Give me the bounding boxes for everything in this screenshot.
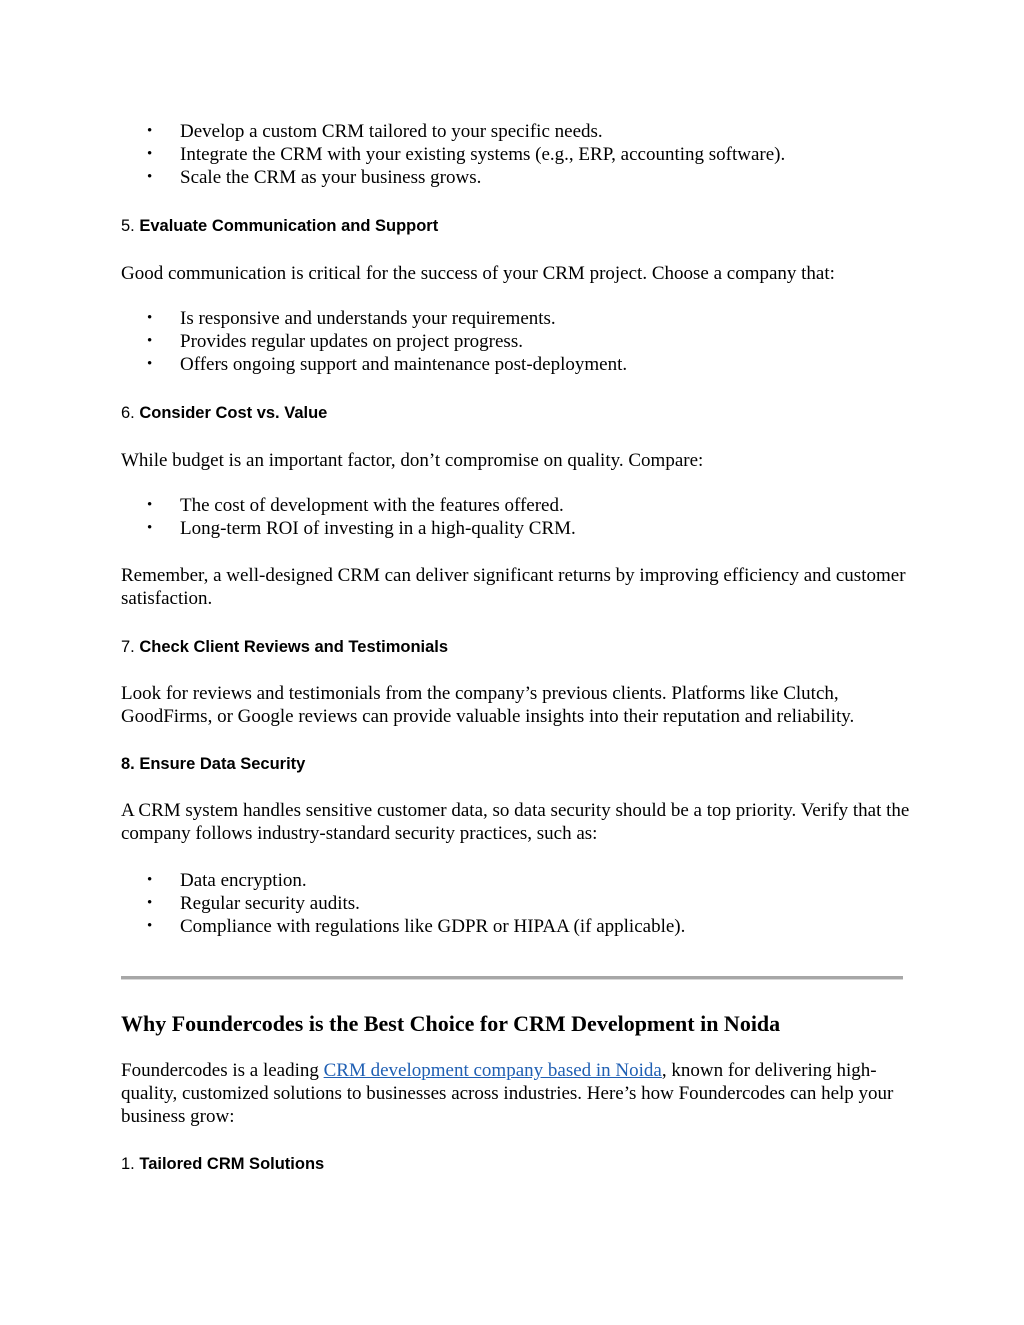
section-title: Why Foundercodes is the Best Choice for CRM Development in Noida [121, 1011, 781, 1036]
heading-tailored-solutions: 1. Tailored CRM Solutions [121, 1155, 325, 1173]
bullet-icon: • [147, 146, 153, 162]
bullet-icon: • [147, 310, 153, 326]
bullet-list-communication [121, 307, 911, 376]
heading-client-reviews: 7. Check Client Reviews and Testimonials [121, 638, 449, 656]
bullet-list-customization [121, 120, 911, 189]
bullet-icon: • [147, 333, 153, 349]
paragraph-security: A CRM system handles sensitive customer data, so data security should be a top priority. Verify that the company follows industry-standard security practices, such as: [121, 800, 910, 844]
bullet-icon: • [147, 169, 153, 185]
bullet-icon: • [147, 356, 153, 372]
list-item: • Integrate the CRM with your existing systems (e.g., ERP, accounting software). [147, 144, 786, 165]
bullet-icon: • [147, 123, 153, 139]
crm-company-link[interactable]: CRM development company based in Noida [323, 1060, 662, 1081]
list-item: • Long-term ROI of investing in a high-quality CRM. [147, 518, 576, 539]
bullet-icon: • [147, 895, 153, 911]
paragraph-remember: Remember, a well-designed CRM can deliver significant returns by improving efficiency and customer satisfaction. [121, 565, 906, 609]
bullet-icon: • [147, 520, 153, 536]
list-item: • Regular security audits. [147, 893, 360, 914]
paragraph-reviews: Look for reviews and testimonials from the company’s previous clients. Platforms like Clutch, GoodFirms, or Google reviews can provide valuable insights into their reputation and reliability. [121, 683, 855, 727]
horizontal-divider [121, 976, 903, 980]
heading-data-security: 8. Ensure Data Security [121, 755, 306, 773]
bullet-icon: • [147, 497, 153, 513]
bullet-icon: • [147, 872, 153, 888]
heading-cost-value: 6. Consider Cost vs. Value [121, 404, 328, 422]
bullet-list-security [121, 869, 911, 938]
paragraph-intro: Foundercodes is a leading CRM development company based in Noida, known for delivering high-quality, customized solutions to businesses across industries. Here’s how Foundercodes can help your business grow: [121, 1060, 894, 1127]
list-item: • Offers ongoing support and maintenance post-deployment. [147, 354, 628, 375]
bullet-icon: • [147, 918, 153, 934]
list-item: • Data encryption. [147, 870, 307, 891]
list-item: • Is responsive and understands your requirements. [147, 308, 556, 329]
list-item: • Develop a custom CRM tailored to your specific needs. [147, 121, 603, 142]
list-item: • Compliance with regulations like GDPR or HIPAA (if applicable). [147, 916, 686, 937]
list-item: • Scale the CRM as your business grows. [147, 167, 482, 188]
list-item: • The cost of development with the features offered. [147, 495, 564, 516]
heading-evaluate-communication: 5. Evaluate Communication and Support [121, 217, 439, 235]
bullet-list-compare [121, 494, 911, 540]
list-item: • Provides regular updates on project progress. [147, 331, 523, 352]
paragraph-budget: While budget is an important factor, don’t compromise on quality. Compare: [121, 450, 704, 471]
paragraph-communication: Good communication is critical for the success of your CRM project. Choose a company that: [121, 263, 835, 284]
